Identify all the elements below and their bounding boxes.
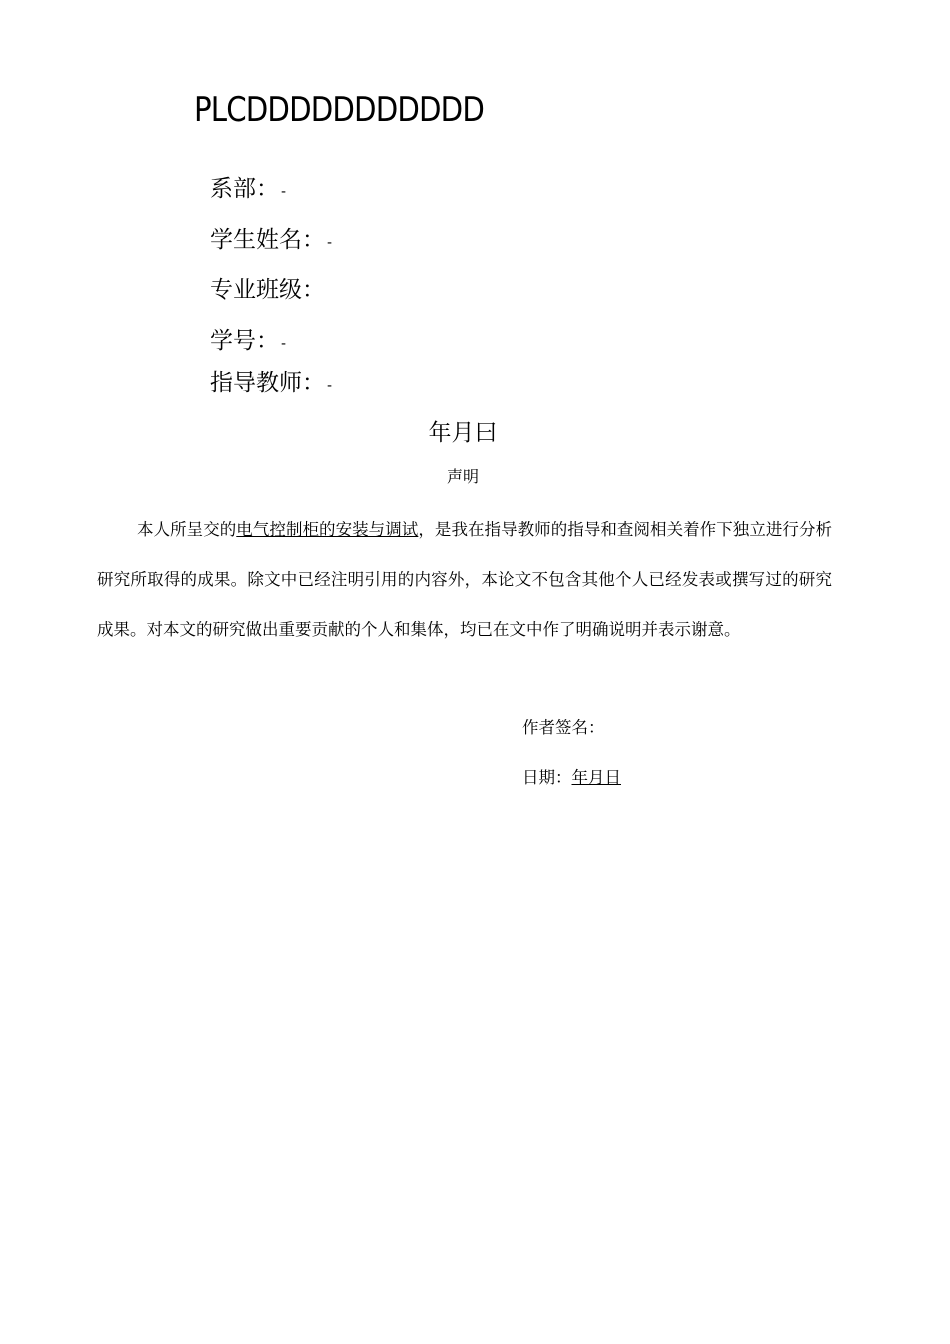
document-title: PLCDDDDDDDDDDD xyxy=(194,90,484,130)
field-student-name xyxy=(210,221,332,254)
field-department xyxy=(210,170,286,203)
declaration-heading: 声明 xyxy=(446,467,479,486)
field-major-class-label: 专业班级： xyxy=(210,277,325,303)
field-student-id xyxy=(210,322,286,355)
field-department-value: - xyxy=(281,184,287,200)
declaration-body xyxy=(97,505,832,655)
author-signature-label: 作者签名： xyxy=(522,718,605,737)
field-student-name-label: 学生姓名： xyxy=(210,227,325,253)
field-student-id-value: - xyxy=(281,336,287,352)
author-signature-line xyxy=(522,714,605,738)
field-advisor-label: 指导教师： xyxy=(210,370,325,396)
declaration-body-start: 本人所呈交的 xyxy=(137,520,237,539)
field-advisor xyxy=(210,364,332,397)
declaration-body-rest: ，是我在指导教师的指导和查阅相关着作下独立进行分析研究所取得的成果。除文中已经注明引用的内容外，本论文不包含其他个人已经发表或撰写过的研究成果。对本文的研究做出重要贡献的个人和集体，均已在文中作了明确说明并表示谢意。 xyxy=(97,520,833,639)
field-advisor-value: - xyxy=(327,378,333,394)
signature-date-label: 日期： xyxy=(522,768,572,787)
field-department-label: 系部： xyxy=(210,176,279,202)
declaration-thesis-title: 电气控制柜的安装与调试 xyxy=(236,520,419,539)
cover-date: 年月曰 xyxy=(428,420,498,446)
field-major-class xyxy=(210,271,327,304)
signature-date-value: 年月日 xyxy=(571,768,621,787)
field-student-id-label: 学号： xyxy=(210,328,279,354)
signature-date-line xyxy=(522,764,621,788)
field-student-name-value: - xyxy=(327,235,333,251)
